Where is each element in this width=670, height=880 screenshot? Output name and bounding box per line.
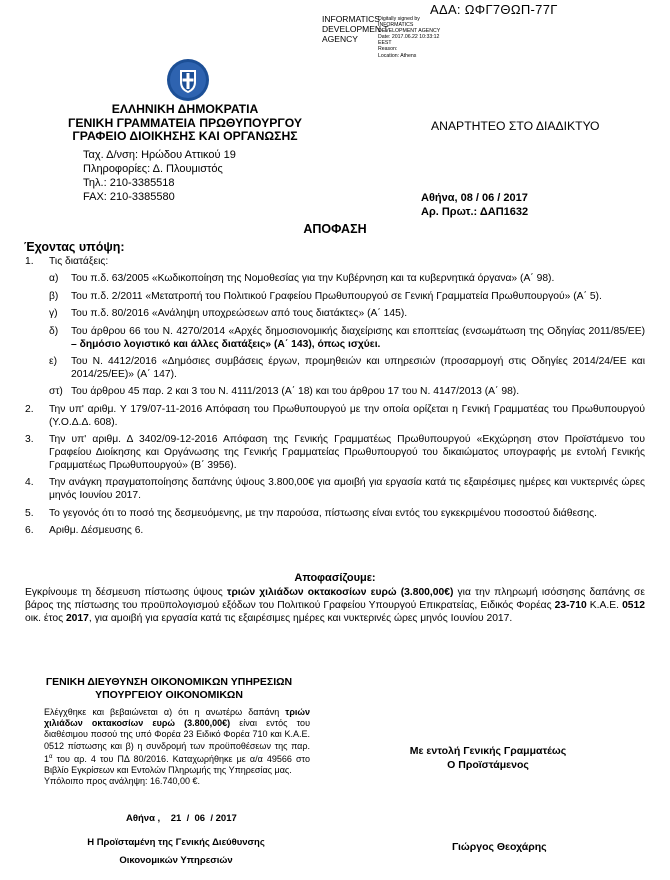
sub-label: δ): [49, 325, 59, 337]
sig-line: EEST: [378, 40, 392, 47]
order-line: Με εντολή Γενικής Γραμματέως: [409, 745, 567, 757]
sig-line: Location: Athens: [378, 52, 417, 59]
sig-line: Digitally signed by: [378, 16, 420, 22]
item-number: 1.: [25, 256, 34, 267]
finance-signatory: [64, 834, 288, 870]
sub-text: Του π.δ. 2/2011 «Μετατροπή του Πολιτικού Γραφείου Πρωθυπουργού σε Γενική Γραμματεία Πρωθυπουργού» (Α΄ 5).: [71, 290, 602, 302]
sub-item: [49, 291, 645, 304]
ada-code: ΑΔΑ: ΩΦΓ7ΘΩΠ-77Γ: [430, 2, 558, 17]
sig-line: Date: 2017.06.22 10:33:12: [378, 34, 440, 41]
list-item: [25, 404, 645, 430]
item-number: 5.: [25, 507, 34, 519]
sub-item: [49, 356, 645, 382]
signatory-order: [380, 745, 596, 772]
sub-label: ε): [49, 355, 58, 367]
list-item: [25, 477, 645, 503]
item-text: Τις διατάξεις:: [49, 256, 109, 267]
document-title: ΑΠΟΦΑΣΗ: [303, 222, 367, 236]
sub-text: Του π.δ. 80/2016 «Ανάληψη υποχρεώσεων από τους διατάκτες» (Α΄ 145).: [71, 308, 408, 320]
sig-line: DEVELOPMENT AGENCY: [378, 28, 441, 35]
document-date: Αθήνα, 08 / 06 / 2017: [421, 192, 528, 204]
digital-signature-agency: INFORMATICS DEVELOPMEN T AGENCY: [322, 14, 389, 44]
sub-label: β): [49, 290, 59, 302]
finance-directorate-header: [24, 676, 314, 701]
considerations-heading: Έχοντας υπόψη:: [24, 240, 125, 254]
sub-item: [49, 386, 645, 399]
item-text: Την υπ' αριθμ. Δ 3402/09-12-2016 Απόφαση της Γενικής Γραμματέως Πρωθυπουργού «Εκχώρηση στον Προϊστάμενο του Γραφείου Διοίκησης και Οργάνωσης της Γενικής Γραμματείας Πρωθυπουργού του δικαιώματος υπογραφής με εντολή Γενικής Γραμματέως Πρωθυπουργού» (Β΄ 3956).: [49, 433, 645, 471]
issuer-line: ΓΕΝΙΚΗ ΓΡΑΜΜΑΤΕΙΑ ΠΡΩΘΥΠΟΥΡΓΟΥ: [68, 115, 302, 130]
order-line: Ο Προϊστάμενος: [447, 758, 529, 771]
protocol-number: Αρ. Πρωτ.: ΔΑΠ1632: [421, 205, 529, 218]
post-notice: ΑΝΑΡΤΗΤΕΟ ΣΤΟ ΔΙΑΔΙΚΤΥΟ: [431, 119, 600, 133]
item-text: Το γεγονός ότι το ποσό της δεσμευόμενης, με την παρούσα, πίστωσης είναι εντός του εγκεκριμένου ποσοστού διάθεσης.: [49, 507, 597, 519]
document-date-block: [421, 192, 528, 219]
sub-text: Του π.δ. 63/2005 «Κωδικοποίηση της Νομοθεσίας για την Κυβέρνηση και τα κυβερνητικά όργανα» (Α΄ 98).: [71, 273, 555, 285]
sub-item: [49, 326, 645, 352]
decision-heading: Αποφασίζουμε:: [294, 572, 376, 584]
greek-coat-of-arms-icon: [166, 58, 210, 102]
finance-header-line: ΥΠΟΥΡΓΕΙΟΥ ΟΙΚΟΝΟΜΙΚΩΝ: [95, 688, 243, 701]
sig-line: Reason:: [378, 46, 398, 53]
sub-label: στ): [49, 386, 63, 398]
sig-line: INFORMATICS: [378, 22, 414, 29]
item-number: 3.: [25, 433, 34, 445]
remaining-balance: Υπόλοιπο προς ανάληψη: 16.740,00 €.: [44, 776, 201, 787]
list-item: [25, 434, 645, 473]
finance-signatory-line: Οικονομικών Υπηρεσιών: [119, 855, 233, 866]
finance-date: Αθήνα , 21 / 06 / 2017: [126, 813, 237, 824]
digital-signature-details: [378, 16, 440, 59]
item-number: 4.: [25, 477, 34, 489]
verification-paragraph: Ελέγχθηκε και βεβαιώνεται α) ότι η ανωτέρω δαπάνη τριών χιλιάδων οκτακοσίων ευρώ (3.800,00€) είναι εντός του διαθέσιμου ποσού της υπό Φορέα 23 Ειδικό Φορέα 710 και Κ.Α.Ε. 0512 πίστωσης και β) η συνδρομή των προϋποθέσεων της παρ. $1^\alpha$ του αρ. 4 του ΠΔ 80/2016. Καταχωρήθηκε με α/α 49566 στο Βιβλίο Εγκρίσεων και Εντολών Πληρωμής της Υπηρεσίας μας.: [44, 707, 310, 776]
contact-info: [83, 148, 236, 204]
finance-signatory-line: Η Προϊσταμένη της Γενικής Διεύθυνσης: [87, 837, 265, 848]
issuer-line: ΕΛΛΗΝΙΚΗ ΔΗΜΟΚΡΑΤΙΑ: [111, 102, 259, 116]
finance-header-line: ΓΕΝΙΚΗ ΔΙΕΥΘΥΝΣΗ ΟΙΚΟΝΟΜΙΚΩΝ ΥΠΗΡΕΣΙΩΝ: [45, 676, 293, 688]
item-number: 6.: [25, 524, 34, 536]
sub-text: Του Ν. 4412/2016 «Δημόσιες συμβάσεις έργων, προμηθειών και υπηρεσιών (προσαρμογή στις Οδηγίες 2014/24/ΕΕ και 2014/25/ΕΕ)» (Α΄ 147).: [71, 355, 645, 380]
address-line: Ταχ. Δ/νση: Ηρώδου Αττικού 19: [83, 149, 236, 161]
sub-label: α): [49, 273, 59, 285]
sub-text: Του άρθρου 45 παρ. 2 και 3 του Ν. 4111/2013 (Α΄ 18) και του άρθρου 17 του Ν. 4147/2013 (Α΄ 98).: [71, 386, 520, 398]
list-item: [25, 256, 645, 269]
phone-line: Τηλ.: 210-3385518: [83, 177, 175, 189]
item-number: 2.: [25, 403, 34, 415]
signer-name: Γιώργος Θεοχάρης: [452, 841, 547, 853]
issuer-line: ΓΡΑΦΕΙΟ ΔΙΟΙΚΗΣΗΣ ΚΑΙ ΟΡΓΑΝΩΣΗΣ: [72, 129, 298, 143]
decision-text: Εγκρίνουμε τη δέσμευση πίστωσης ύψους τριών χιλιάδων οκτακοσίων ευρώ (3.800,00€) για την πληρωμή ισόσησης δαπάνης σε βάρος της πίστωσης του προϋπολογισμού εξόδων του Πολιτικού Γραφείου Υπουργού Επικρατείας, Ειδικός Φορέας 23-710 Κ.Α.Ε. 0512 οικ. έτος 2017, για αμοιβή για εργασία κατά τις εξαιρέσιμες ημέρες και νυκτερινές ώρες μηνός Ιουνίου 2017.: [25, 587, 646, 624]
fax-line: FAX: 210-3385580: [83, 191, 175, 203]
issuer-header: [60, 103, 310, 144]
finance-verification-text: [44, 707, 310, 787]
sub-label: γ): [49, 308, 58, 320]
sub-item: [49, 273, 645, 286]
item-text: Αριθμ. Δέσμευσης 6.: [49, 524, 144, 536]
list-item: [25, 525, 645, 538]
item-text: Την ανάγκη πραγματοποίησης δαπάνης ύψους 3.800,00€ για αμοιβή για εργασία κατά τις εξαιρέσιμες ημέρες και νυκτερινές ώρες μηνός Ιουνίου 2017.: [49, 477, 645, 502]
item-text: Την υπ' αριθμ. Υ 179/07-11-2016 Απόφαση του Πρωθυπουργού με την οποία ορίζεται η Γενική Γραμματέας του Πρωθυπουργού (Υ.Ο.Δ.Δ. 608).: [49, 403, 645, 428]
contact-line: Πληροφορίες: Δ. Πλουμιστός: [83, 163, 223, 175]
list-item: [25, 508, 645, 521]
sub-text: Του άρθρου 66 του Ν. 4270/2014 «Αρχές δημοσιονομικής διαχείρισης και εποπτείας (ενσωμάτωση της Οδηγίας 2011/85/ΕΕ) – δημόσιο λογιστικό και άλλες διατάξεις» (Α΄ 143), όπως ισχύει.: [71, 325, 645, 350]
considerations-list: [25, 256, 645, 542]
sub-item: [49, 308, 645, 321]
